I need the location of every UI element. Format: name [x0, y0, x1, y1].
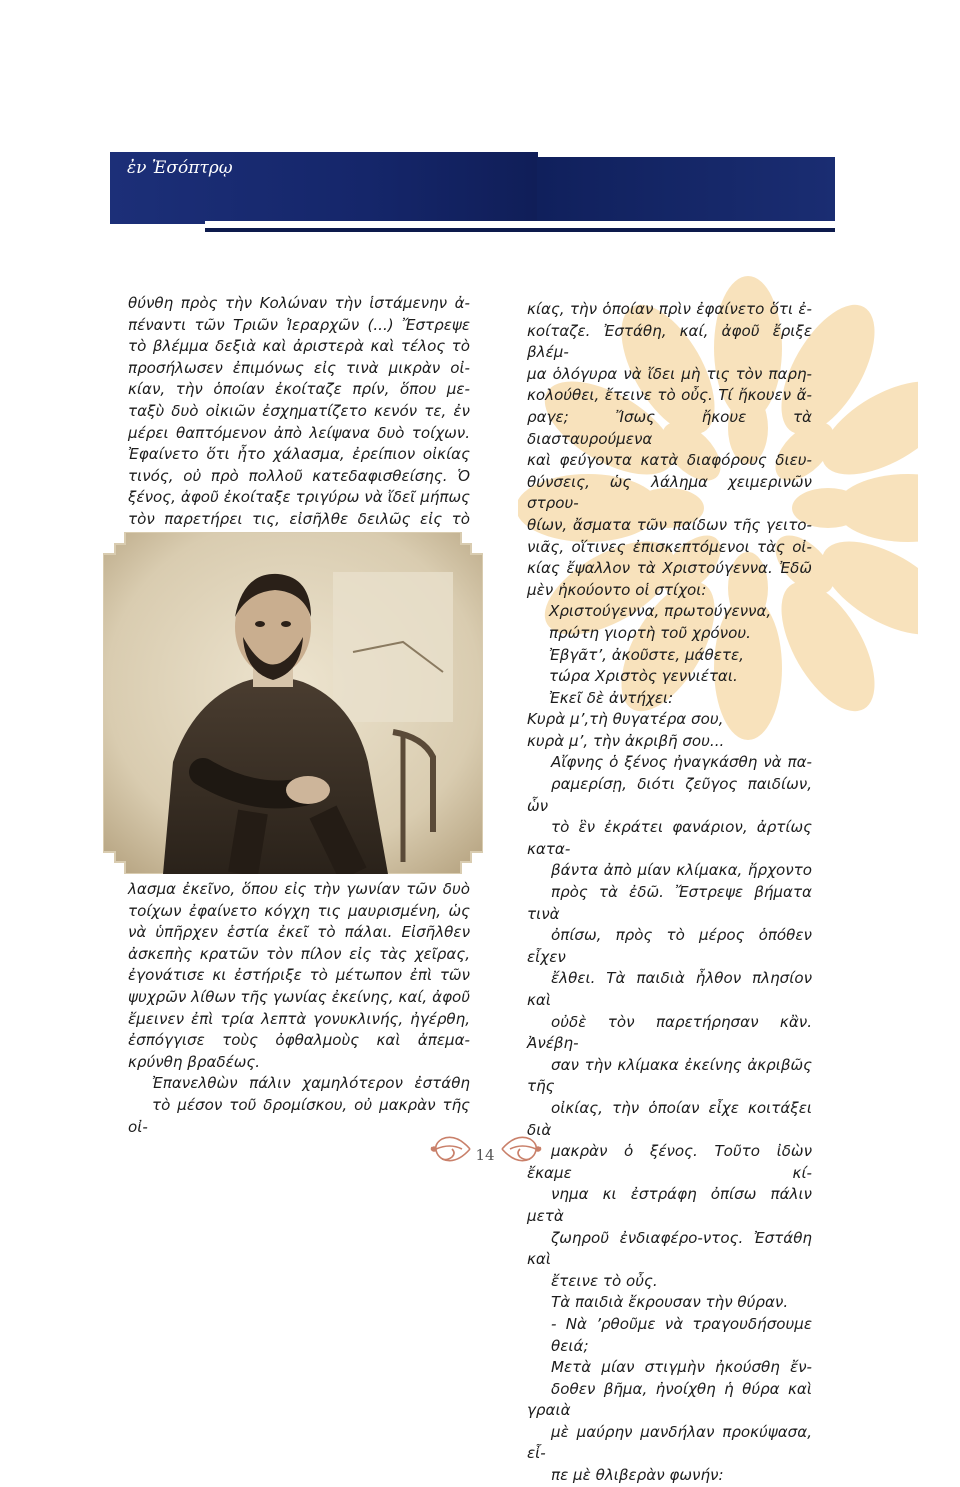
text-line: κοίταζε. Ἐστάθη, καί, ἀφοῦ ἔριξε βλέμ- — [527, 321, 812, 362]
text-line: θύνθη πρὸς τὴν Κολώναν τὴν ἱστάμενην ἀ- — [128, 294, 470, 312]
text-line: πε μὲ θλιβερὰν φωνήν: — [551, 1466, 724, 1485]
text-line: νιᾶς, οἵτινες ἐπισκεπτόμενοι τὰς οἰ- — [527, 537, 812, 556]
sepia-portrait-photo-icon — [103, 532, 483, 874]
paragraph — [128, 1073, 470, 1138]
text-line: τὸ μέσον τοῦ δρομίσκου, οὐ μακρὰν τῆς οἰ- — [128, 1095, 470, 1136]
left-column-top — [128, 293, 470, 552]
text-line: σαν τὴν κλίμακα ἐκείνης ἀκριβῶς τῆς — [527, 1055, 812, 1096]
text-line: Ἐπανελθὼν πάλιν χαμηλότερον ἐστάθη — [152, 1074, 470, 1093]
text-line: τινός, οὐ πρὸ πολλοῦ κατεδαφισθείσης. Ὁ — [128, 466, 470, 485]
left-column-bottom — [128, 879, 470, 1138]
text-line: θειά; — [551, 1336, 589, 1355]
text-line: θίων, ἄσματα τῶν παίδων τῆς γειτο- — [527, 515, 812, 534]
text-line: οὐδὲ τὸν παρετήρησαν κἂν. Ἀνέβη- — [527, 1012, 812, 1053]
text-line: Αἴφνης ὁ ξένος ἠναγκάσθη νὰ πα- — [551, 753, 812, 772]
verse-line: τώρα Χριστὸς γεννιέται. — [549, 667, 738, 686]
text-line: τὸ ἓν ἐκράτει φανάριον, ἀρτίως κατα- — [527, 818, 812, 858]
paragraph — [527, 1314, 812, 1357]
text-line: - Νὰ ’ρθοῦμε νὰ τραγουδήσουμε — [551, 1314, 812, 1333]
text-line: δοθεν βῆμα, ἠνοίχθη ἡ θύρα καὶ γραιὰ — [527, 1379, 812, 1420]
text-line: μὲ μαύρην μανδήλαν προκύψασα, εἶ- — [527, 1422, 812, 1463]
text-line: ραγε; Ἴσως ἤκουε τὰ διασταυρούμενα — [527, 407, 812, 448]
text-line: μέρει θαπτόμενον ἀπὸ λείψανα δυὸ τοίχων. — [128, 423, 470, 442]
text-line: Ἐφαίνετο ὅτι ἦτο χάλασμα, ἐρείπιον οἰκίας — [128, 445, 470, 464]
text-line: ἐγονάτισε κι ἐστήριξε τὸ μέτωπον ἐπὶ τῶν — [128, 966, 470, 985]
text-line: ψυχρῶν λίθων τῆς γωνίας ἐκείνης, καί, ἀφοῦ — [128, 987, 470, 1006]
text-line: κίας ἔψαλλον τὰ Χριστούγεννα. Ἐδῶ — [527, 559, 812, 578]
verse-line: Ἐκεῖ δὲ ἀντήχει: — [549, 688, 674, 707]
paragraph — [527, 752, 812, 1292]
text-line: λασμα ἐκεῖνο, ὅπου εἰς τὴν γωνίαν τῶν δυὸ — [128, 880, 470, 898]
text-line: νὰ ὑπῆρχεν ἑστία ἐκεῖ τὸ πάλαι. Εἰσῆλθεν — [128, 923, 470, 942]
verse-line: κυρὰ μ’, τὴν ἀκριβῆ σου... — [527, 731, 725, 750]
text-line: πρὸς τὰ ἐδῶ. Ἔστρεψε βήματα τινὰ — [527, 883, 812, 923]
text-line: τὸν παρετήρει τις, εἰσῆλθε δειλῶς εἰς τὸ — [128, 509, 470, 528]
text-line: Μετὰ μίαν στιγμὴν ἠκούσθη ἔν- — [551, 1358, 812, 1377]
text-line: κολούθει, ἔτεινε τὸ οὖς. Τί ἤκουεν ἄ- — [527, 386, 812, 405]
portrait-photo — [103, 532, 483, 874]
text-line: ἔλθει. Τὰ παιδιὰ ἦλθον πλησίον καὶ — [527, 969, 812, 1009]
paragraph — [527, 299, 812, 601]
right-column — [527, 299, 812, 1487]
text-line: κίας, τὴν ὁποίαν πρὶν ἐφαίνετο ὅτι ἐ- — [527, 300, 812, 318]
verse-line: Ἐβγᾶτ’, ἀκοῦστε, μάθετε, — [549, 645, 744, 664]
text-line: μὲν ἠκούοντο οἱ στίχοι: — [527, 580, 707, 599]
header-band-right — [537, 157, 835, 229]
text-line: ζωηροῦ ἐνδιαφέρο-ντος. Ἐστάθη καὶ — [527, 1228, 812, 1269]
verse-line: Κυρὰ μ’,τὴ θυγατέρα σου, — [527, 710, 724, 729]
page-number: 14 — [475, 1146, 495, 1164]
paragraph — [527, 1357, 812, 1487]
text-line: ὀπίσω, πρὸς τὸ μέρος ὁπόθεν εἶχεν — [527, 926, 812, 966]
text-line: κρύνθη βραδέως. — [128, 1052, 261, 1071]
header-rule — [205, 221, 835, 228]
text-line: βάντα ἀπὸ μίαν κλίμακα, ἤρχοντο — [551, 861, 812, 880]
paragraph: Τὰ παιδιὰ ἔκρουσαν τὴν θύραν. — [551, 1293, 789, 1312]
text-line: πέναντι τῶν Τριῶν Ἱεραρχῶν (...) Ἔστρεψε — [128, 315, 470, 334]
text-line: ραμερίσῃ, διότι ζεῦγος παιδίων, ὧν — [527, 775, 812, 815]
text-line: ἀσκεπὴς κρατῶν τὸν πίλον εἰς τὰς χεῖρας, — [128, 944, 470, 963]
text-line: ἔμεινεν ἐπὶ τρία λεπτὰ γονυκλινής, ἠγέρθη, — [128, 1009, 470, 1028]
section-title: ἐν Ἐσόπτρῳ — [127, 158, 233, 178]
text-line: τὸ βλέμμα δεξιὰ καὶ ἀριστερὰ καὶ τέλος τὸ — [128, 337, 470, 356]
verse-line: πρώτη γιορτὴ τοῦ χρόνου. — [549, 623, 751, 642]
text-line: ἔτεινε τὸ οὖς. — [551, 1271, 658, 1290]
text-line: θύνσεις, ὡς λάλημα χειμερινῶν στρου- — [527, 472, 812, 513]
text-line: ξένος, ἀφοῦ ἐκοίταξε τριγύρω νὰ ἴδεῖ μήπως — [128, 488, 470, 507]
paragraph — [128, 879, 470, 1073]
text-line: μακρὰν ὁ ξένος. Τοῦτο ἰδὼν ἔκαμε κί- — [527, 1142, 812, 1182]
text-line: νημα κι ἐστράφη ὀπίσω πάλιν μετὰ — [527, 1185, 812, 1225]
text-line: κίαν, τὴν ὁποίαν ἐκοίταζε πρίν, ὅπου με- — [128, 380, 470, 399]
verse-line: Χριστούγεννα, πρωτούγεννα, — [549, 602, 772, 621]
text-line: προσήλωσεν ἐπιμόνως εἰς τινὰ μικρὰν οἰ- — [128, 358, 470, 377]
text-line: τοίχων ἐφαίνετο κόγχη τις μαυρισμένη, ὡς — [128, 901, 470, 920]
text-line: ἐσπόγγισε τοὺς ὀφθαλμοὺς καὶ ἀπεμα- — [128, 1031, 470, 1050]
text-line: οἰκίας, τὴν ὁποίαν εἶχε κοιτάξει διὰ — [527, 1098, 812, 1139]
text-line: μα ὁλόγυρα νὰ ἴδει μὴ τις τὸν παρη- — [527, 364, 812, 383]
text-line: καὶ φεύγοντα κατὰ διαφόρους διευ- — [527, 451, 812, 470]
text-line: ταξὺ δυὸ οἰκιῶν ἐσχηματίζετο κενόν τε, ἐν — [128, 401, 470, 420]
paragraph — [128, 293, 470, 552]
